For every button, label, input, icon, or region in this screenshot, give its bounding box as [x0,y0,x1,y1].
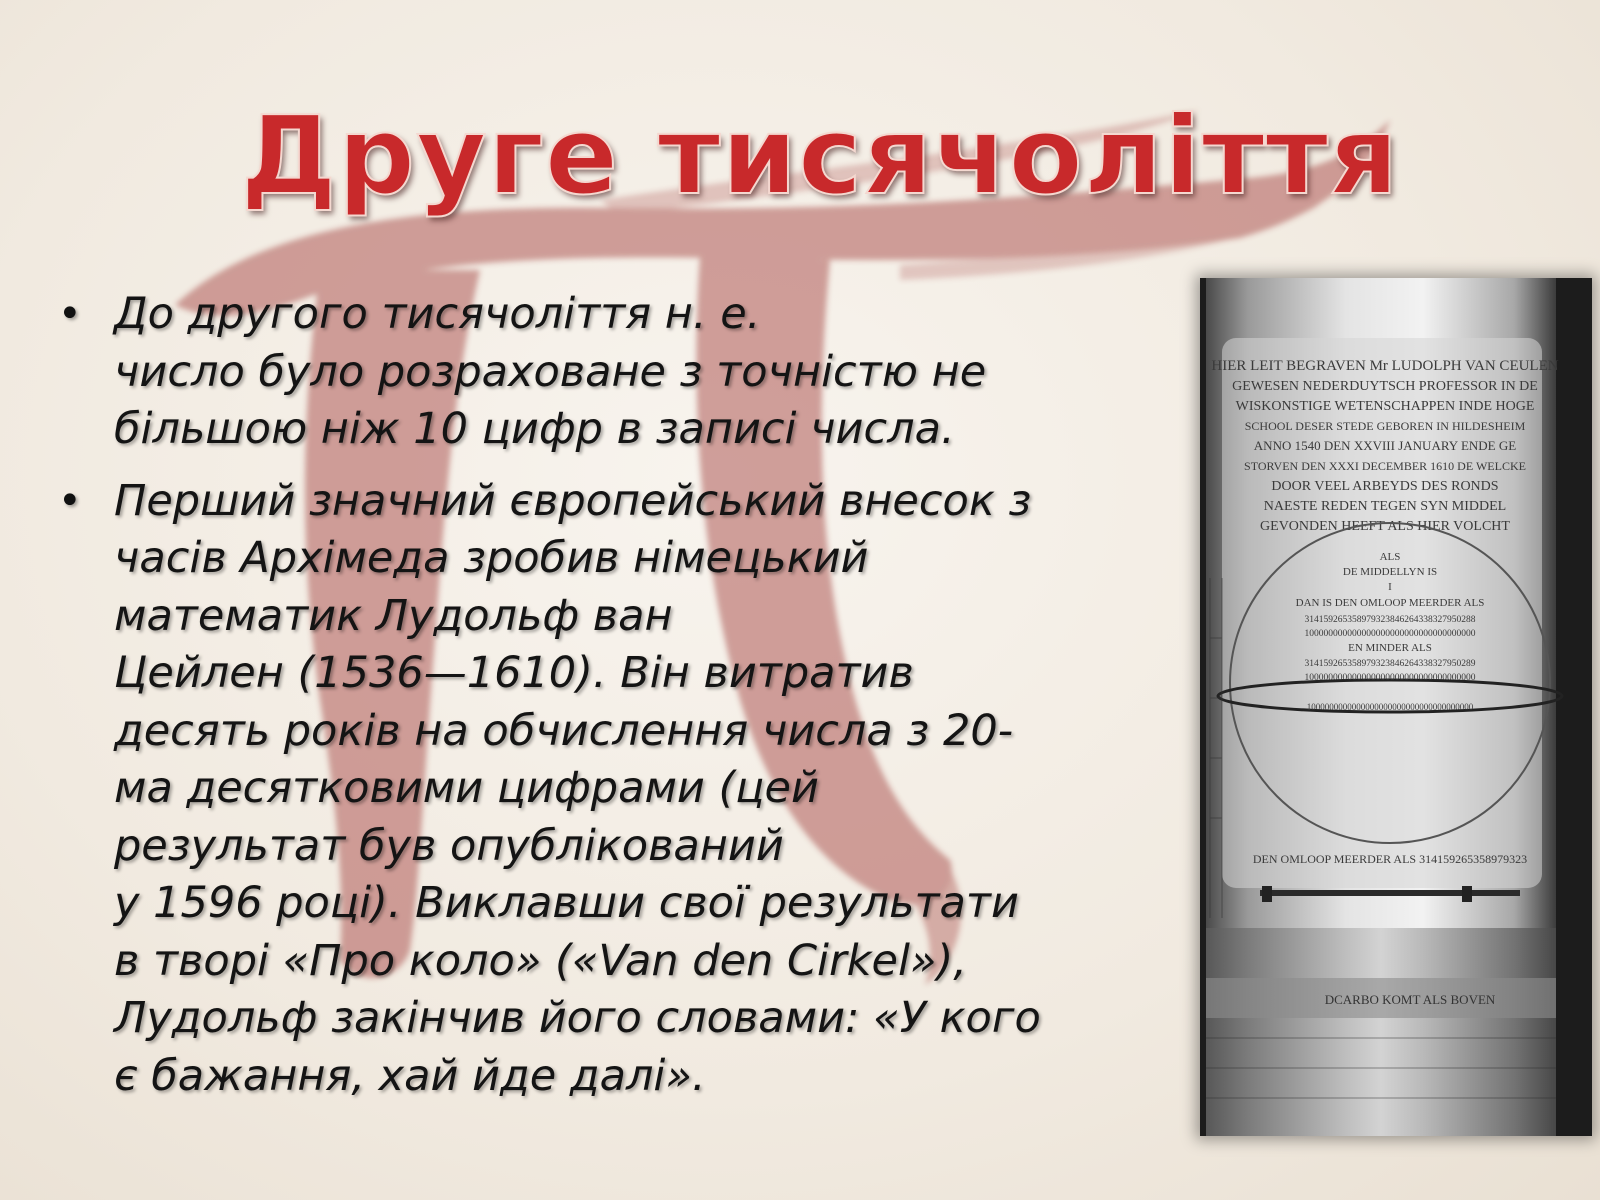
bullet-line: До другого тисячоліття н. е. [114,289,761,339]
bullet-dot-icon: • [58,477,82,524]
ludolph-epitaph-column-photo-icon [1200,278,1592,1136]
bullet-line: Перший значний європейський внесок з [114,475,1032,526]
bullet-line: у 1596 році). Виклавши свої результати [114,878,1019,928]
circle-line: EN MINDER ALS [1348,642,1432,654]
bullet-line: в творі «Про коло» («Van den Cirkel»), [114,935,967,986]
bullet-line: більшою ніж 10 цифр в записі числа. [114,404,955,454]
bullet-line: Цейлен (1536—1610). Він витратив [114,648,914,698]
inscription-line: DOOR VEEL ARBEYDS DES RONDS [1271,479,1499,494]
circle-line: DAN IS DEN OMLOOP MEERDER ALS [1295,597,1485,609]
slide-title: Друге тисячоліття [240,94,1400,219]
bullet-line: десять років на обчислення числа з 20- [114,705,1014,756]
circle-line: 1000000000000000000000000000000000000 [1306,702,1474,712]
circle-line: ALS [1379,551,1401,563]
inscription-line: SCHOOL DESER STEDE GEBOREN IN HILDESHEIM [1244,419,1526,433]
inscription-line: STORVEN DEN XXXI DECEMBER 1610 DE WELCKE [1244,459,1526,473]
base-inscription: DCARBO KOMT ALS BOVEN [1324,992,1496,1007]
bullet-line: Лудольф закінчив його словами: «У кого [114,993,1041,1043]
inscription-line: GEVONDEN HEEFT ALS HIER VOLCHT [1260,519,1510,534]
bullet-dot-icon: • [58,291,82,337]
bullet-line: результат був опублікований [114,820,784,871]
circle-line: 100000000000000000000000000000000000 [1304,629,1476,639]
circle-line: 100000000000000000000000000000000000 [1304,673,1476,683]
inscription-line: NAESTE REDEN TEGEN SYN MIDDEL [1263,499,1507,514]
circle-line: DE MIDDELLYN IS [1342,566,1438,578]
circle-line: 314159265358979323846264338327950289 [1304,659,1476,669]
bullet-line: часів Архімеда зробив німецький [114,533,869,583]
bullet-list [52,286,1162,1119]
inscription-line: HIER LEIT BEGRAVEN Mr LUDOLPH VAN CEULEN [1211,358,1559,374]
bullet-item [52,473,1162,1106]
bullet-line: математик Лудольф ван [114,590,673,641]
bullet-line: ма десятковими цифрами (цей [114,763,819,813]
circle-line: I [1388,581,1392,593]
bullet-line: число було розраховане з точністю не [114,346,987,397]
bullet-item [52,286,1162,459]
bullet-line: є бажання, хай йде далі». [114,1050,706,1101]
circle-line: 314159265358979323846264338327950288 [1304,615,1476,625]
inscription-line: WISKONSTIGE WETENSCHAPPEN INDE HOGE [1235,399,1535,414]
circle-arc-text: DEN OMLOOP MEERDER ALS 314159265358979323 [1252,852,1528,866]
inscription-line: ANNO 1540 DEN XXVIII JANUARY ENDE GE [1253,438,1517,453]
inscription-line: GEWESEN NEDERDUYTSCH PROFESSOR IN DE [1232,379,1538,394]
